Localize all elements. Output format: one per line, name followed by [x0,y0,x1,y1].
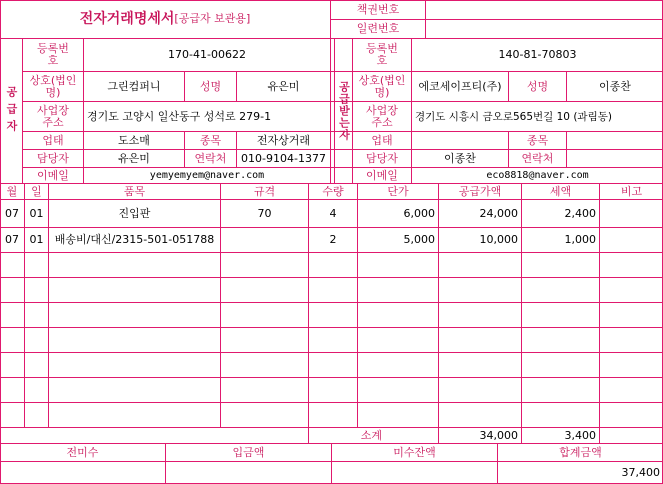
subtotal-supply: 34,000 [479,428,518,442]
receiver-manager: 이종찬 [444,151,476,165]
supplier-email-label: 이메일 [37,168,69,182]
receiver-manager-label: 담당자 [366,151,398,165]
receiver-name: 이종찬 [599,79,631,93]
row1-day: 01 [29,206,44,220]
paid-label: 입금액 [232,445,265,459]
receiver-biz-item-label: 종목 [526,133,549,147]
row2-spec [221,228,308,252]
col-header-tax: 세액 [549,184,572,198]
row2-item: 배송비/대신/2315-501-051788 [54,233,215,246]
document-title [0,0,330,38]
row2-unit-price: 5,000 [403,233,435,246]
receiver-reg-no: 140-81-70803 [498,48,577,61]
serial-no-value [426,20,663,38]
supplier-reg-no-label: 등록번호 [37,42,69,67]
paid-amount [166,462,331,484]
supplier-company-label: 상호(법인명) [29,73,77,99]
subtotal-tax: 3,400 [564,428,596,442]
row1-tax: 2,400 [564,206,596,220]
receiver-contact-label: 연락처 [521,151,554,165]
row2-qty: 2 [329,233,337,246]
receiver-name-label: 성명 [526,79,549,93]
supplier-contact: 010-9104-1377 [241,151,326,165]
col-header-unit-price: 단가 [387,184,409,198]
supplier-company: 그린컴퍼니 [107,79,161,93]
book-no-label: 책권번호 [356,2,400,16]
supplier-address: 경기도 고양시 일산동구 성석로 279-1 [87,109,272,123]
row1-unit-price: 6,000 [403,206,435,220]
supplier-name-label: 성명 [199,79,222,93]
row2-day: 01 [29,233,44,246]
receiver-email-label: 이메일 [366,168,398,182]
copy-type: [공급자 보관용] [174,12,251,25]
supplier-biz-item-label: 종목 [199,133,222,147]
receiver-company: 에코세이프티(주) [418,79,502,93]
row1-supply: 24,000 [479,206,518,220]
col-header-spec: 규격 [253,184,276,198]
receiver-reg-no-label: 등록번호 [366,42,398,67]
unpaid-label: 미수잔액 [393,445,436,459]
supplier-contact-label: 연락처 [194,151,227,165]
col-header-note: 비고 [620,184,643,198]
prev-balance-label: 전미수 [66,445,99,459]
title-text: 전자거래명세서 [79,11,175,27]
col-header-month: 월 [6,184,18,198]
row1-spec: 70 [257,206,272,220]
supplier-reg-no: 170-41-00622 [168,48,246,61]
prev-balance [0,462,165,484]
supplier-side-label [0,39,22,183]
supplier-biz-type-label: 업태 [42,133,64,147]
row2-month: 07 [5,233,19,246]
book-no-value [426,0,663,19]
receiver-company-label: 상호(법인명) [358,73,406,99]
total-amount: 37,400 [621,466,660,479]
row1-item: 진입판 [118,206,151,220]
receiver-email: eco8818@naver.com [486,169,589,181]
total-label: 합계금액 [559,445,602,459]
col-header-qty: 수량 [322,184,344,198]
receiver-side-label [335,39,352,183]
unpaid-amount [332,462,497,484]
col-header-supply: 공급가액 [458,184,502,198]
row2-supply: 10,000 [479,233,518,246]
receiver-biz-type-label: 업태 [371,133,393,147]
row1-month: 07 [5,206,19,220]
row2-tax: 1,000 [564,233,596,246]
row2-note [600,228,663,252]
receiver-side-text: 공급받는자 [337,81,351,141]
receiver-address-label: 사업장주소 [366,103,398,129]
supplier-name: 유은미 [267,79,300,93]
supplier-email: yemyemyem@naver.com [149,169,265,181]
supplier-biz-item: 전자상거래 [256,133,311,147]
col-header-item: 품목 [123,184,146,198]
supplier-manager-label: 담당자 [37,151,69,165]
serial-no-label: 일련번호 [356,22,400,35]
receiver-biz-item [567,132,663,149]
supplier-manager: 유은미 [118,151,150,165]
receiver-contact [567,150,663,167]
row1-qty: 4 [329,206,337,220]
supplier-address-label: 사업장주소 [37,103,69,129]
subtotal-label: 소계 [360,428,382,442]
row1-note [600,200,663,227]
receiver-address: 경기도 시흥시 금오로565번길 10 (과림동) [415,110,612,123]
receiver-biz-type [412,132,508,149]
supplier-biz-type: 도소매 [118,133,150,147]
col-header-day: 일 [31,184,42,198]
supplier-side-text: 공급자 [5,85,18,137]
